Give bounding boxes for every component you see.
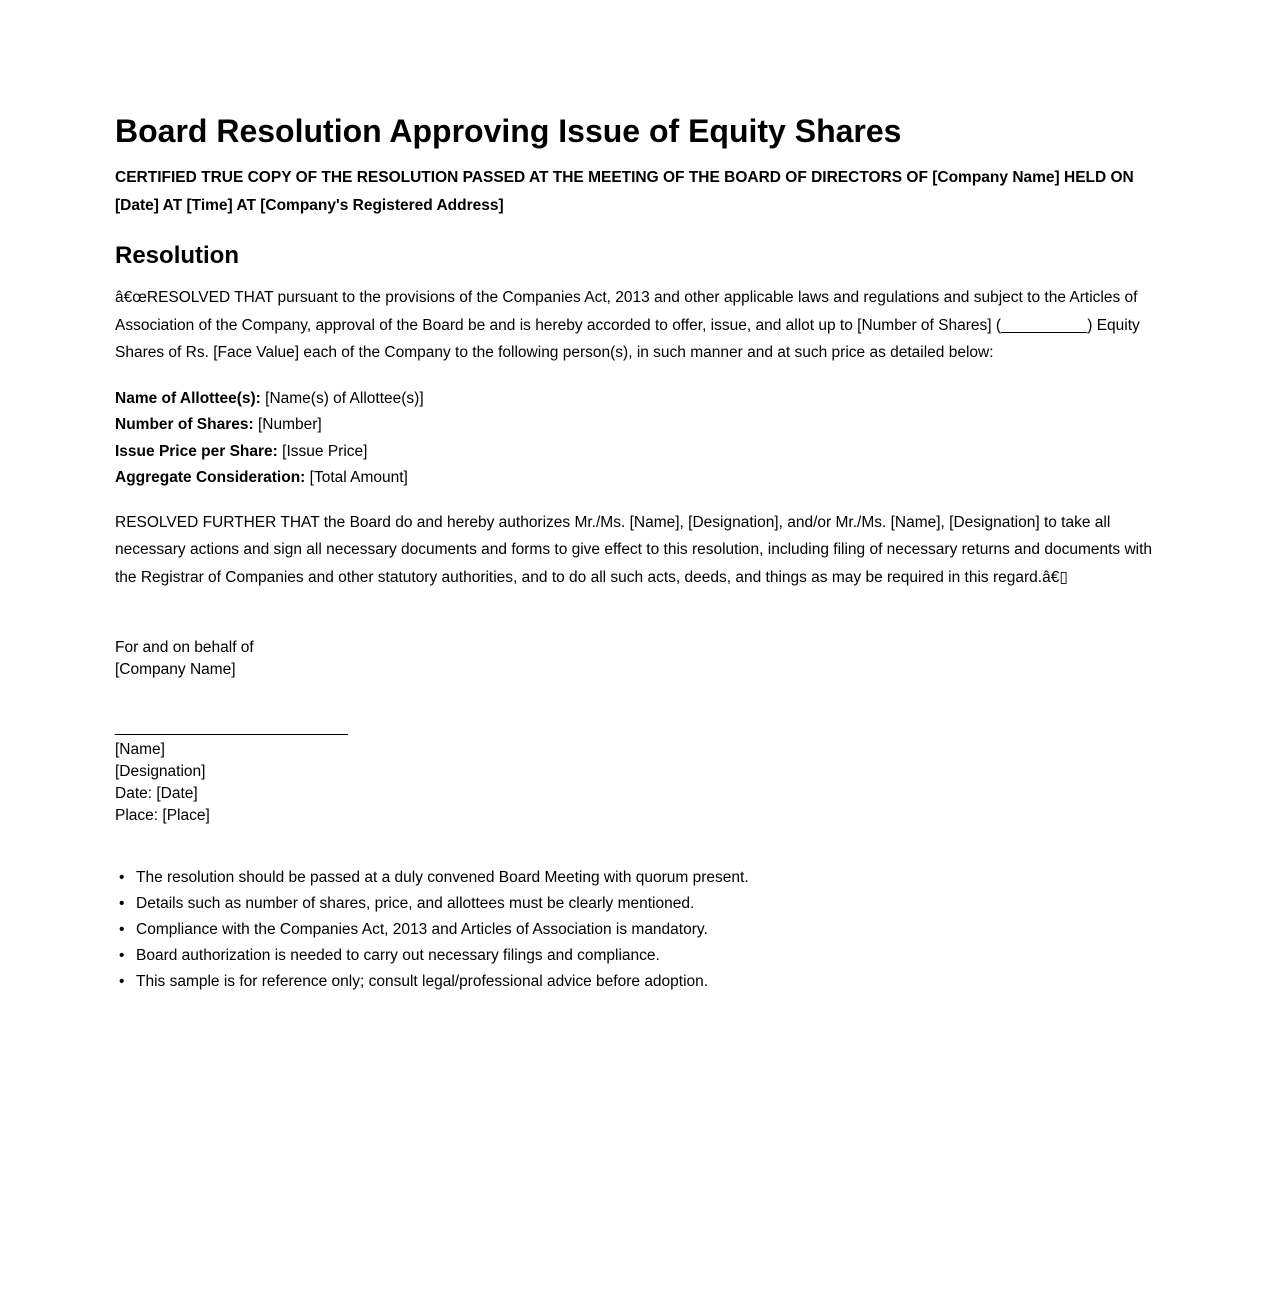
page-title: Board Resolution Approving Issue of Equity Shares <box>115 113 902 149</box>
note-item: • The resolution should be passed at a duly convened Board Meeting with quorum present. <box>136 865 1159 891</box>
aggregate-consideration-label: Aggregate Consideration: <box>115 469 306 486</box>
on-behalf-line: For and on behalf of <box>115 639 254 656</box>
number-of-shares-row <box>115 412 1159 439</box>
note-item: • This sample is for reference only; consult legal/professional advice before adoption. <box>136 969 1159 995</box>
note-item: • Board authorization is needed to carry out necessary filings and compliance. <box>136 943 1159 969</box>
notes-list <box>115 865 1159 995</box>
signatory-designation: [Designation] <box>115 763 206 780</box>
company-name-line: [Company Name] <box>115 661 236 678</box>
issue-price-row <box>115 439 1159 466</box>
signature-date: Date: [Date] <box>115 785 198 802</box>
number-of-shares-value: [Number] <box>257 416 322 433</box>
number-of-shares-label: Number of Shares: <box>115 416 254 433</box>
signature-place: Place: [Place] <box>115 807 210 824</box>
aggregate-consideration-value: [Total Amount] <box>309 469 408 486</box>
note-item: • Compliance with the Companies Act, 2013 and Articles of Association is mandatory. <box>136 917 1159 943</box>
note-item: • Details such as number of shares, price, and allottees must be clearly mentioned. <box>136 891 1159 917</box>
aggregate-consideration-row <box>115 465 1159 492</box>
allottee-details <box>115 386 1159 492</box>
allottee-name-row <box>115 386 1159 413</box>
further-resolved-clause: RESOLVED FURTHER THAT the Board do and hereby authorizes Mr./Ms. [Name], [Designation], and/or Mr./Ms. [Name], [Designation] to take all necessary actions and sign all necessary documents and forms to give effect to this resolution, including filing of necessary returns and documents with the Registrar of Companies and other statutory authorities, and to do all such acts, deeds, and things as may be required in this regard.â€▯ <box>115 513 1153 586</box>
allottee-name-label: Name of Allottee(s): <box>115 389 261 407</box>
issue-price-label: Issue Price per Share: <box>115 442 278 460</box>
signature-line: ___________________________ <box>115 719 348 736</box>
resolution-heading: Resolution <box>115 242 239 269</box>
allottee-name-value: [Name(s) of Allottee(s)] <box>265 389 424 407</box>
signature-intro <box>115 637 1159 681</box>
resolved-clause: â€œRESOLVED THAT pursuant to the provisions of the Companies Act, 2013 and other applicable laws and regulations and subject to the Articles of Association of the Company, approval of the Board be and is hereby accorded to offer, issue, and allot up to [Number of Shares] (__________) Equity Shares of Rs. [Face Value] each of the Company to the following person(s), in such manner and at such price as detailed below: <box>115 289 1140 361</box>
certification-statement: CERTIFIED TRUE COPY OF THE RESOLUTION PASSED AT THE MEETING OF THE BOARD OF DIRECTORS OF [Company Name] HELD ON [Date] AT [Time] AT [Company's Registered Address] <box>115 169 1134 214</box>
signature-block <box>115 717 1159 827</box>
signatory-name: [Name] <box>115 741 165 758</box>
issue-price-value: [Issue Price] <box>282 442 368 460</box>
